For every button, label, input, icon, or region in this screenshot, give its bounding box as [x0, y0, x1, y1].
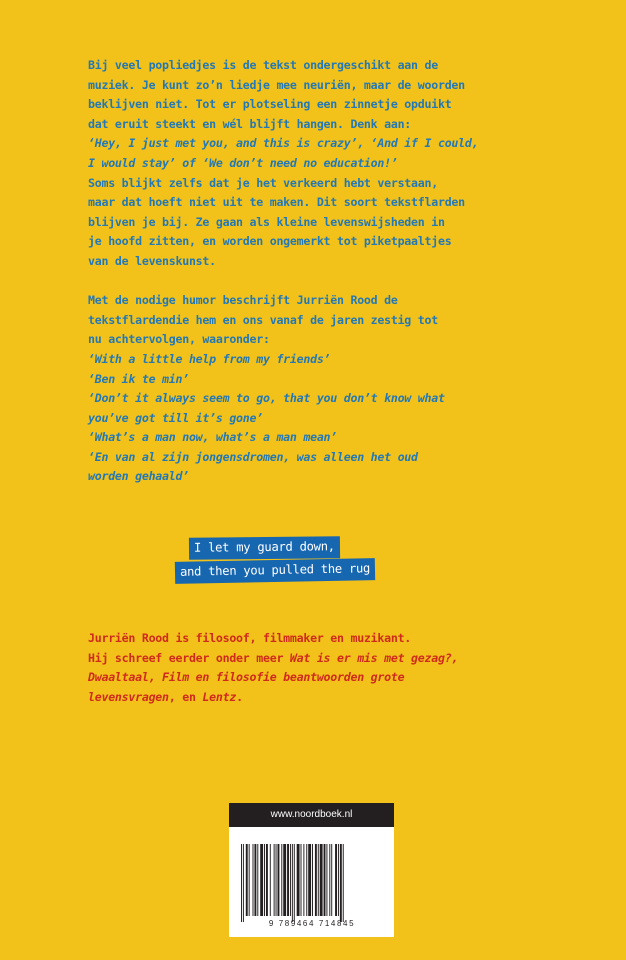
barcode-bar	[324, 844, 326, 916]
bio-book-title: levensvragen	[88, 689, 169, 704]
barcode-bar	[277, 844, 279, 916]
blurb-p2-line: Met de nodige humor beschrijft Jurriën Rood de	[88, 293, 398, 308]
barcode-bar	[297, 844, 300, 916]
blurb-p2-line: ‘What’s a man now, what’s a man mean’	[88, 430, 338, 445]
barcode-bar	[329, 844, 330, 916]
barcode-bar	[326, 844, 327, 916]
blurb-p2-line: ‘Don’t it always seem to go, that you don’t know what	[88, 391, 445, 406]
blurb-p1-line: I would stay’ of ‘We don’t need no education!’	[88, 155, 398, 170]
bio-line-1: Jurriën Rood is filosoof, filmmaker en muzikant.	[88, 631, 412, 645]
blurb-paragraph-1	[88, 56, 588, 272]
bio-book-title: Lentz	[202, 689, 237, 704]
blurb-p1-line: Bij veel popliedjes is de tekst ondergeschikt aan de	[88, 58, 438, 72]
blurb-p2-line: worden gehaald’	[88, 469, 189, 484]
blurb-p2-line: ‘Ben ik te min’	[88, 371, 189, 386]
barcode-bar	[303, 844, 304, 916]
barcode-icon	[241, 844, 382, 922]
bio-book-titles: Dwaaltaal, Film en filosofie beantwoorden grote	[88, 670, 405, 685]
barcode-box	[229, 827, 394, 937]
tagline-line-2: and then you pulled the rug	[175, 558, 375, 584]
barcode-bar	[243, 844, 244, 922]
blurb-p1-line: blijven je bij. Ze gaan als kleine levenswijsheden in	[88, 214, 445, 229]
tagline	[175, 537, 375, 582]
blurb-p1-line: beklijven niet. Tot er plotseling een zinnetje opduikt	[88, 97, 452, 112]
barcode-bar	[276, 844, 277, 916]
barcode-bar	[281, 844, 282, 916]
bio-book-title: Wat is er mis met gezag?,	[289, 650, 459, 665]
barcode-bar	[343, 844, 344, 922]
blurb-paragraph-2	[88, 291, 588, 487]
blurb-p1-line: je hoofd zitten, en worden ongemerkt tot piketpaaltjes	[88, 234, 452, 249]
blurb-p1-line: Soms blijkt zelfs dat je het verkeerd hebt verstaan,	[88, 175, 438, 190]
barcode-label	[229, 803, 394, 937]
author-bio	[88, 629, 588, 707]
barcode-bar	[283, 844, 286, 916]
barcode-bar	[338, 844, 339, 916]
blurb-p2-line: tekstflardendie hem en ons vanaf de jaren zestig tot	[88, 312, 438, 327]
blurb	[88, 56, 588, 487]
barcode-bar	[294, 844, 295, 922]
barcode-bar	[254, 844, 256, 916]
publisher-url: www.noordboek.nl	[229, 803, 394, 827]
barcode-bar	[249, 844, 250, 916]
barcode-bar	[260, 844, 263, 916]
blurb-p1-line: dat eruit steekt en wél blijft hangen. Denk aan:	[88, 116, 412, 131]
barcode-bar	[306, 844, 307, 916]
blurb-p2-line: ‘En van al zijn jongensdromen, was alleen het oud	[88, 449, 418, 464]
isbn-digits: 9 789464 714845	[268, 919, 356, 928]
barcode-bar	[320, 844, 323, 916]
barcode-bar	[257, 844, 258, 916]
barcode-bar	[287, 844, 289, 916]
barcode-bar	[335, 844, 337, 916]
barcode-bar	[308, 844, 311, 916]
barcode-bar	[315, 844, 317, 916]
barcode-bar	[270, 844, 271, 916]
barcode-bar	[331, 844, 332, 916]
blurb-p2-line: nu achtervolgen, waaronder:	[88, 332, 270, 347]
barcode-bar	[253, 844, 254, 916]
blurb-p1-line: muziek. Je kunt zo’n liedje mee neuriën, maar de woorden	[88, 77, 465, 92]
barcode-bar	[266, 844, 268, 916]
bio-line-2	[88, 649, 588, 669]
blurb-p2-line: you’ve got till it’s gone’	[88, 410, 263, 425]
barcode-bar	[340, 844, 342, 922]
blurb-p1-line: ‘Hey, I just met you, and this is crazy’, ‘And if I could,	[88, 136, 479, 151]
bio-line-4	[88, 688, 588, 708]
barcode-bar	[292, 844, 293, 922]
tagline-line-1: I let my guard down,	[189, 536, 340, 560]
bio-text: .	[236, 689, 243, 704]
barcode-bar	[264, 844, 265, 916]
barcode-bar	[318, 844, 319, 916]
blurb-p2-line: ‘With a little help from my friends’	[88, 351, 331, 366]
bio-text: , en	[168, 689, 203, 704]
barcode-bar	[290, 844, 291, 916]
blurb-p1-line: maar dat hoeft niet uit te maken. Dit soort tekstflarden	[88, 195, 465, 210]
blurb-p1-line: van de levenskunst.	[88, 253, 216, 268]
barcode-bar	[246, 844, 248, 916]
bio-text: Hij schreef eerder onder meer	[88, 650, 290, 665]
barcode-bar	[241, 844, 242, 922]
barcode-bar	[274, 844, 275, 916]
barcode-bar	[312, 844, 313, 916]
barcode-bar	[301, 844, 302, 916]
